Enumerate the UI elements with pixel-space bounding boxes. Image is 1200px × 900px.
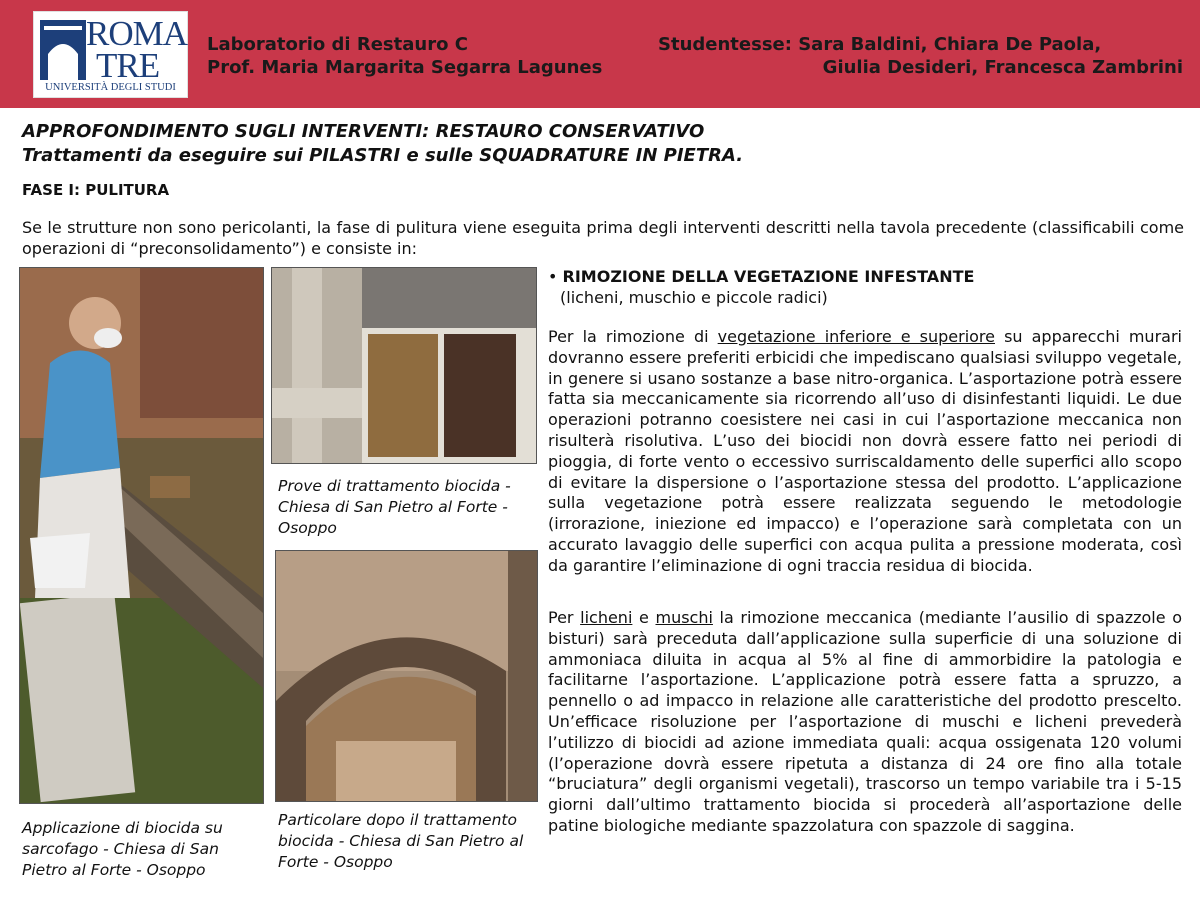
university-logo (33, 11, 188, 98)
p2-connector: e (632, 608, 656, 627)
students-line-2: Giulia Desideri, Francesca Zambrini (822, 57, 1183, 78)
logo-tre-text: TRE (96, 46, 160, 85)
professor-name: Prof. Maria Margarita Segarra Lagunes (207, 57, 603, 78)
header-band (0, 0, 1200, 108)
p1-intro: Per la rimozione di (548, 327, 718, 346)
link-vegetation: vegetazione inferiore e superiore (717, 327, 995, 346)
p2-intro: Per (548, 608, 581, 627)
bullet-icon: • (548, 267, 558, 286)
caption-photo-1: Applicazione di biocida su sarcofago - Chiesa di San Pietro al Forte - Osoppo (22, 819, 223, 879)
link-mosses: muschi (655, 608, 713, 627)
intro-paragraph: Se le strutture non sono pericolanti, la fase di pulitura viene eseguita prima degli interventi descritti nella tavola precedente (classificabili come operazioni di “preconsolidamento”) e consiste in: (22, 218, 1184, 258)
section-heading-block (548, 266, 974, 308)
photo-after-treatment (275, 550, 538, 802)
caption-photo-2: Prove di trattamento biocida - Chiesa di San Pietro al Forte - Osoppo (278, 477, 511, 537)
section-heading: RIMOZIONE DELLA VEGETAZIONE INFESTANTE (562, 267, 975, 286)
p1-body: su apparecchi murari dovranno essere preferiti erbicidi che impediscano qualsiasi sviluppo vegetale, in genere si usano sostanze a base nitro-organica. L’asportazione potrà essere fatta sia meccanicamente sia ricorrendo all’uso di disinfestanti liquidi. Le due operazioni potranno coesistere nei casi in cui l’asportazione meccanica non risulterà risolutiva. L’uso dei biocidi non dovrà essere fatto nei periodi di pioggia, di forte vento o eccessivo surriscaldamento delle superfici allo scopo di evitare la dispersione o l’asportazione stessa del prodotto. L’applicazione sulla vegetazione potrà essere realizzata seguendo le metodologie (irrorazione, iniezione ed impacco) e l’operazione sarà completata con un accurato lavaggio delle superfici con acqua pulita a pressione moderata, così da garantire l’eliminazione di ogni traccia residua di biocida. (548, 327, 1182, 575)
p2-body: la rimozione meccanica (mediante l’ausilio di spazzole o bisturi) sarà preceduta dall’applicazione sulla superficie di una soluzione di ammoniaca diluita in acqua al 5% al fine di ammorbidire la patologia e facilitarne l’asportazione. L’applicazione potrà essere fatta a spruzzo, a pennello o ad impacco in relazione alle caratteristiche del prodotto prescelto. Un’efficace risoluzione per l’asportazione di muschi e licheni prevederà l’utilizzo di biocidi ad azione immediata quali: acqua ossigenata 120 volumi (l’operazione dovrà essere ripetuta a distanza di 24 ore fino alla totale “bruciatura” degli organismi vegetali), trascorso un tempo variabile tra i 5-15 giorni dall’ultimo trattamento biocida si procederà all’asportazione delle patine biologiche mediante spazzolatura con spazzole di saggina. (548, 608, 1183, 835)
paragraph-vegetation (548, 327, 1182, 577)
arch-logo-icon (40, 20, 86, 80)
page-subtitle: Trattamenti da eseguire sui PILASTRI e sulle SQUADRATURE IN PIETRA. (22, 145, 744, 166)
phase-heading: FASE I: PULITURA (22, 181, 170, 199)
caption-photo-3: Particolare dopo il trattamento biocida - Chiesa di San Pietro al Forte - Osoppo (278, 811, 524, 871)
photo-biocide-test (271, 267, 537, 464)
logo-roma-text: ROMA (86, 14, 188, 53)
photo-biocide-application (19, 267, 264, 804)
logo-university-text: UNIVERSITÀ DEGLI STUDI (45, 82, 176, 93)
link-lichens: licheni (580, 608, 633, 627)
course-name: Laboratorio di Restauro C (207, 34, 468, 55)
students-line-1: Studentesse: Sara Baldini, Chiara De Paola, (658, 34, 1102, 55)
paragraph-lichens (548, 608, 1182, 837)
page-title: APPROFONDIMENTO SUGLI INTERVENTI: RESTAURO CONSERVATIVO (22, 121, 705, 142)
section-subheading: (licheni, muschio e piccole radici) (560, 288, 828, 307)
